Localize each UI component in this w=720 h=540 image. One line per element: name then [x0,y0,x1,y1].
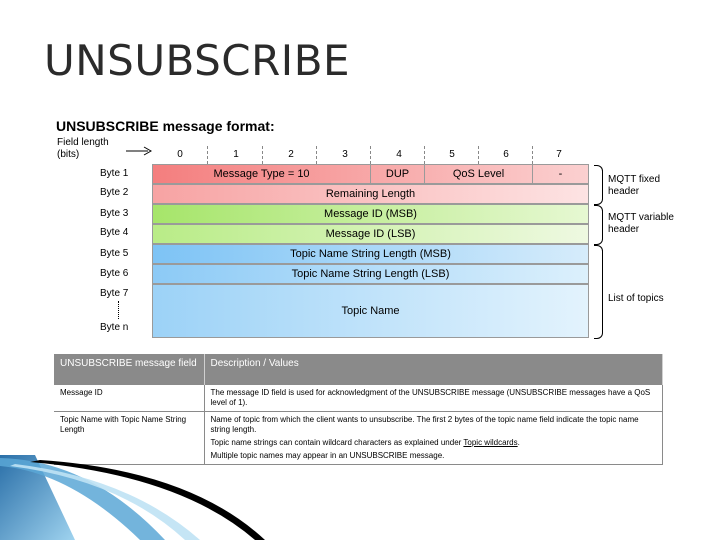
bit-label-4: 4 [396,149,402,160]
bit-label-7: 7 [556,149,562,160]
bit-label-2: 2 [288,149,294,160]
bit-label-6: 6 [503,149,509,160]
slide-title: UNSUBSCRIBE [44,36,351,85]
byte-label-n: Byte n [100,322,129,333]
table-header-description: Description / Values [204,354,662,385]
figure-title: UNSUBSCRIBE message format: [56,118,275,134]
topic-wildcards-link[interactable]: Topic wildcards [463,438,518,447]
bit-separator [532,146,533,164]
byte-label-3: Byte 3 [100,208,129,219]
topics-bracket [594,245,603,339]
topic-name-row: Topic Name [152,284,589,338]
field-length-line2: (bits) [57,149,80,160]
topics-label: List of topics [608,293,664,304]
topic-length-msb-row: Topic Name String Length (MSB) [152,244,589,264]
field-length-line1: Field length [57,137,109,148]
bit-label-1: 1 [233,149,239,160]
variable-header-line1: MQTT variable [608,212,674,223]
table-row [54,385,662,412]
bit-separator [424,146,425,164]
bit-label-0: 0 [177,149,183,160]
bit-label-3: 3 [342,149,348,160]
arrow-right-icon [126,146,152,156]
byte-label-1: Byte 1 [100,168,129,179]
description-text: Topic name strings can contain wildcard characters as explained under [210,438,464,447]
description-paragraph: Name of topic from which the client wants to unsubscribe. The first 2 bytes of the topic name field indicate the topic name string length. [210,415,639,434]
decorative-swoosh [0,440,720,540]
description-paragraph: Multiple topic names may appear in an UNSUBSCRIBE message. [210,451,445,460]
variable-header-line2: header [608,224,640,235]
byte-label-7: Byte 7 [100,288,129,299]
byte-label-4: Byte 4 [100,227,129,238]
byte-label-6: Byte 6 [100,268,129,279]
fixed-header-label [608,174,660,198]
dup-cell: DUP [371,165,425,183]
table-header-row [54,354,662,385]
field-length-label [57,137,109,161]
variable-header-label [608,212,674,236]
byte1-row [152,164,589,184]
table-cell-field: Topic Name with Topic Name String Length [54,412,204,465]
table-cell-description: The message ID field is used for acknowledgment of the UNSUBSCRIBE message (UNSUBSCRIBE messages have a QoS level of 1). [204,385,662,412]
bit-separator [207,146,208,164]
bit-separator [262,146,263,164]
table-cell-field: Message ID [54,385,204,412]
bit-separator [316,146,317,164]
bit-separator [478,146,479,164]
byte-label-5: Byte 5 [100,248,129,259]
table-header-field: UNSUBSCRIBE message field [54,354,204,385]
remaining-length-row: Remaining Length [152,184,589,204]
fixed-header-bracket [594,165,603,205]
byte-ellipsis [118,301,119,319]
topic-length-lsb-row: Topic Name String Length (LSB) [152,264,589,284]
description-text: . [517,438,520,447]
message-type-cell: Message Type = 10 [153,165,371,183]
fixed-header-line1: MQTT fixed [608,174,661,185]
byte-label-2: Byte 2 [100,187,129,198]
reserved-cell: - [558,168,563,180]
bit-label-5: 5 [449,149,455,160]
variable-header-bracket [594,205,603,245]
fixed-header-line2: header [608,186,640,197]
message-id-msb-row: Message ID (MSB) [152,204,589,224]
message-id-lsb-row: Message ID (LSB) [152,224,589,244]
bit-separator [370,146,371,164]
qos-cell: QoS Level [425,165,533,183]
